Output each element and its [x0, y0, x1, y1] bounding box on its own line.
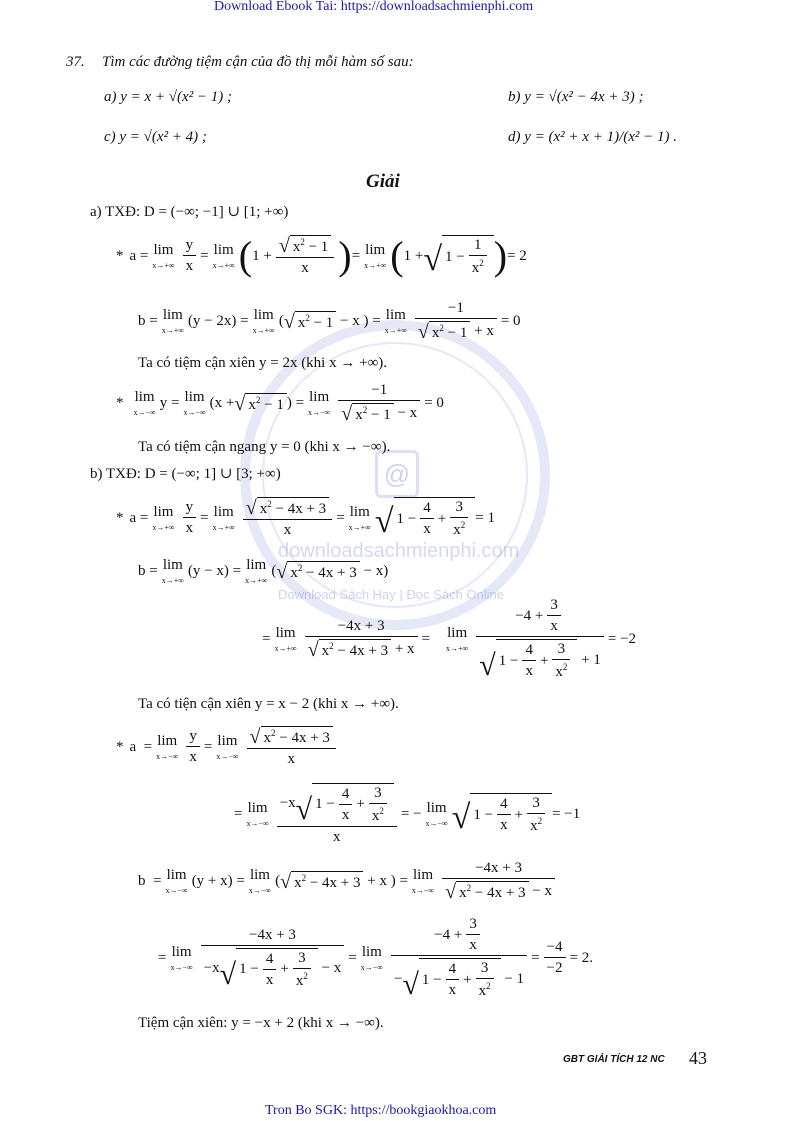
- part-b-intercept-continued: = lim x→+∞ −4x + 3 √ $x^2 - 4x + 3$ + x = lim x→+∞ −4 + 3 x √ 1 − 4 x + 3 $x^2$ + 1 = −2: [262, 597, 637, 682]
- part-b-intercept-minus-infinity: b = lim x→−∞ (y + x) = lim x→−∞ ( √ $x^2 - 4x + 3$ + x ) = lim x→−∞ −4x + 3 √ $x^2 - 4x + 3$ − x: [138, 856, 559, 906]
- problem-number: 37.: [66, 54, 85, 70]
- part-a-limit-minus-infinity: * lim x→−∞ y = lim x→−∞ (x + √ $x^2 - 1$ ) = lim x→−∞ −1 √ $x^2 - 1$ − x = 0: [116, 382, 444, 425]
- part-b-conclusion-2: Tiệm cận xiên: y = −x + 2 (khi x → −∞).: [138, 1015, 384, 1031]
- part-a-domain: a) TXĐ: D = (−∞; −1] ∪ [1; +∞): [90, 204, 289, 220]
- watermark-site: downloadsachmienphi.com: [278, 540, 520, 562]
- part-b-conclusion-1: Ta có tiện cận xiên y = x − 2 (khi x → +∞).: [138, 696, 399, 712]
- problem-item-c: c) y = √(x² + 4) ;: [104, 129, 207, 145]
- solution-heading: Giải: [366, 171, 400, 192]
- part-b-intercept-minus-infinity-continued: = lim x→−∞ −4x + 3 −x √ 1 − 4 x + 3 $x^2$ − x = lim x→−∞ −4 + 3 x − √ 1 − 4 x + 3 $x^2$ − 1 = $\frac{-4}{-2}$ = 2.: [158, 916, 593, 1001]
- header-download-link[interactable]: Download Ebook Tai: https://downloadsachmienphi.com: [214, 0, 534, 14]
- part-b-slope-formula: * a = lim x→+∞ $\frac{y}{x}$ = lim x→+∞ √ $x^2 - 4x + 3$ x = lim x→+∞ √ 1 − 4 x + 3 $x^2$ = 1: [116, 497, 495, 540]
- page-number: 43: [689, 1048, 707, 1068]
- watermark-at-sign-icon: @: [375, 450, 419, 498]
- problem-prompt: Tìm các đường tiệm cận của đồ thị mỗi hàm số sau:: [102, 54, 414, 70]
- problem-item-b: b) y = √(x² − 4x + 3) ;: [508, 89, 644, 105]
- part-b-intercept-formula: b = lim x→+∞ (y − x) = lim x→+∞ ( √ $x^2 - 4x + 3$ − x): [138, 557, 389, 585]
- part-a-conclusion-1: Ta có tiệm cận xiên y = 2x (khi x → +∞).: [138, 355, 388, 371]
- problem-item-d: d) y = (x² + x + 1)/(x² − 1) .: [508, 129, 678, 145]
- part-a-slope-formula: * a = lim x→+∞ $\frac{y}{x}$ = lim x→+∞ ( 1 + √ $x^2 - 1$ x ) = lim x→+∞ ( 1 + √ 1 − 1 $x^2$ ) = 2: [116, 233, 527, 278]
- part-a-intercept-formula: b = lim x→+∞ (y − 2x) = lim x→+∞ ( √ $x^2 - 1$ − x ) = lim x→+∞ −1 √ $x^2 - 1$ + x = 0: [138, 300, 521, 343]
- part-a-conclusion-2: Ta có tiệm cận ngang y = 0 (khi x → −∞).: [138, 439, 391, 455]
- watermark-tagline: Download Sách Hay | Đọc Sách Online: [278, 587, 504, 602]
- book-title: GBT GIẢI TÍCH 12 NC: [563, 1054, 665, 1065]
- part-b-slope-minus-infinity-continued: = lim x→−∞ −x √ 1 − 4 x + 3 $x^2$ x = − lim x→−∞ √ 1 − 4 x + 3 $x^2$ = −1: [234, 784, 581, 845]
- part-b-domain: b) TXĐ: D = (−∞; 1] ∪ [3; +∞): [90, 466, 281, 482]
- part-b-slope-minus-infinity: * a = lim x→−∞ $\frac{y}{x}$ = lim x→−∞ √ $x^2 - 4x + 3$ x: [116, 718, 340, 776]
- footer-bookgiaokhoa-link[interactable]: Tron Bo SGK: https://bookgiaokhoa.com: [265, 1103, 497, 1118]
- problem-item-a: a) y = x + √(x² − 1) ;: [104, 89, 233, 105]
